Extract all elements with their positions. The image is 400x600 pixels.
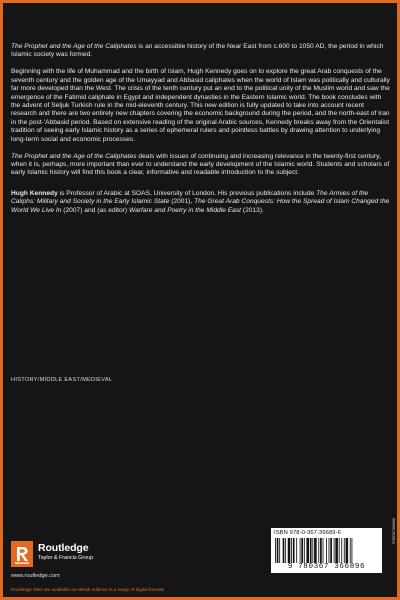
barcode-bar: [312, 538, 313, 563]
author-bio: Hugh Kennedy is Professor of Arabic at SOAS, University of London. His previous publications include The Armies of the Caliphs: Military and Society in the Early Islamic State (2001), The Great Arab Conquests: How the Spread of Islam Changed the World We Live In (2007) and (as editor) Warfare and Poetry in the Middle East (2013).: [11, 189, 390, 214]
barcode-bar: [314, 538, 317, 563]
barcode-bar: [300, 538, 301, 563]
barcode-bar: [352, 538, 353, 563]
barcode-bar: [323, 538, 324, 563]
barcode-bar: [283, 538, 285, 563]
barcode-bar: [306, 538, 309, 563]
isbn-label: ISBN 978-0-367-36689-6: [274, 530, 341, 536]
author-name: Hugh Kennedy: [11, 189, 58, 197]
barcode-bar: [350, 538, 351, 563]
barcode-bar: [346, 538, 349, 563]
vertical-isbn-code: 9780367366896: [392, 518, 396, 544]
book-title-italic: The Prophet and the Age of the Caliphates: [11, 152, 137, 160]
barcode-bar: [293, 538, 295, 563]
blurb-paragraph-3: The Prophet and the Age of the Caliphates deals with issues of continuing and increasing relevance in the twenty-first century, when it is, perhaps, more important than ever to understand the early development of the Islamic world. Students and scholars of early Islamic history will find this book a clear, informative and readable introduction to the subject.: [11, 152, 390, 177]
barcode-bar: [288, 538, 291, 563]
barcode-bar: [334, 538, 335, 563]
barcode-bar: [326, 538, 327, 563]
barcode-bar: [335, 538, 338, 563]
blurb-paragraph-2: Beginning with the life of Muhammad and the birth of Islam, Hugh Kennedy goes on to explore the great Arab conquests of the seventh century and the golden age of the Umayyad and Abbasid caliphates when the world of Islam was politically and culturally far more developed than the West. The crisis of the tenth century put an end to the political unity of the Muslim world and saw the emergence of the Fatimid caliphate in Egypt and independent dynasties in the Eastern Islamic world. The book concludes with the advent of Seljuk Turkish rule in the mid-eleventh century. This new edition is fully updated to take into account recent research and there are two entirely new chapters covering the economic background during the period, and the north-east of Iran in the post-'Abbasid period. Based on extensive reading of the original Arabic sources, Kennedy breaks away from the Orientalist tradition of seeing early Islamic history as a series of ephemeral rulers and pointless battles by drawing attention to underlying long-term social and economic processes.: [11, 68, 390, 143]
barcode-bar: [329, 538, 330, 563]
barcode-bar: [318, 538, 319, 563]
barcode-bar: [277, 538, 279, 563]
barcode-bar: [285, 538, 286, 563]
barcode-bar: [275, 538, 276, 563]
blurb-paragraph-1: The Prophet and the Age of the Caliphates is an accessible history of the Near East from c.600 to 1050 AD, the period in which Islamic society was formed.: [11, 43, 384, 59]
book-title-italic: The Prophet and the Age of the Caliphates: [11, 43, 137, 50]
barcode-bar: [341, 538, 342, 563]
barcode-bar: [339, 538, 340, 563]
barcode-bar: [291, 538, 292, 563]
barcode-bar: [310, 538, 312, 563]
publisher-website: www.routledge.com: [11, 573, 60, 579]
barcode-bar: [296, 538, 297, 563]
barcode-digits: 9 780367 366896: [287, 563, 366, 571]
publisher-name: Routledge: [38, 542, 89, 554]
barcode-bar: [301, 538, 303, 563]
isbn-barcode: [271, 528, 382, 573]
subject-category: HISTORY/MIDDLE EAST/MEDIEVAL: [11, 377, 113, 383]
blurb-text: [11, 43, 391, 224]
barcode-bar: [330, 538, 332, 563]
publisher-logo: [11, 541, 161, 567]
barcode-bar: [279, 538, 280, 563]
barcode-bar: [344, 538, 345, 563]
publisher-group: Taylor & Francis Group: [38, 555, 94, 561]
routledge-r-icon: [11, 541, 33, 567]
barcode-bar: [304, 538, 305, 563]
barcode-bar: [320, 538, 322, 563]
barcode-bars: [274, 538, 379, 563]
ebook-note: Routledge titles are available as eBook editions in a range of digital formats: [11, 587, 165, 592]
